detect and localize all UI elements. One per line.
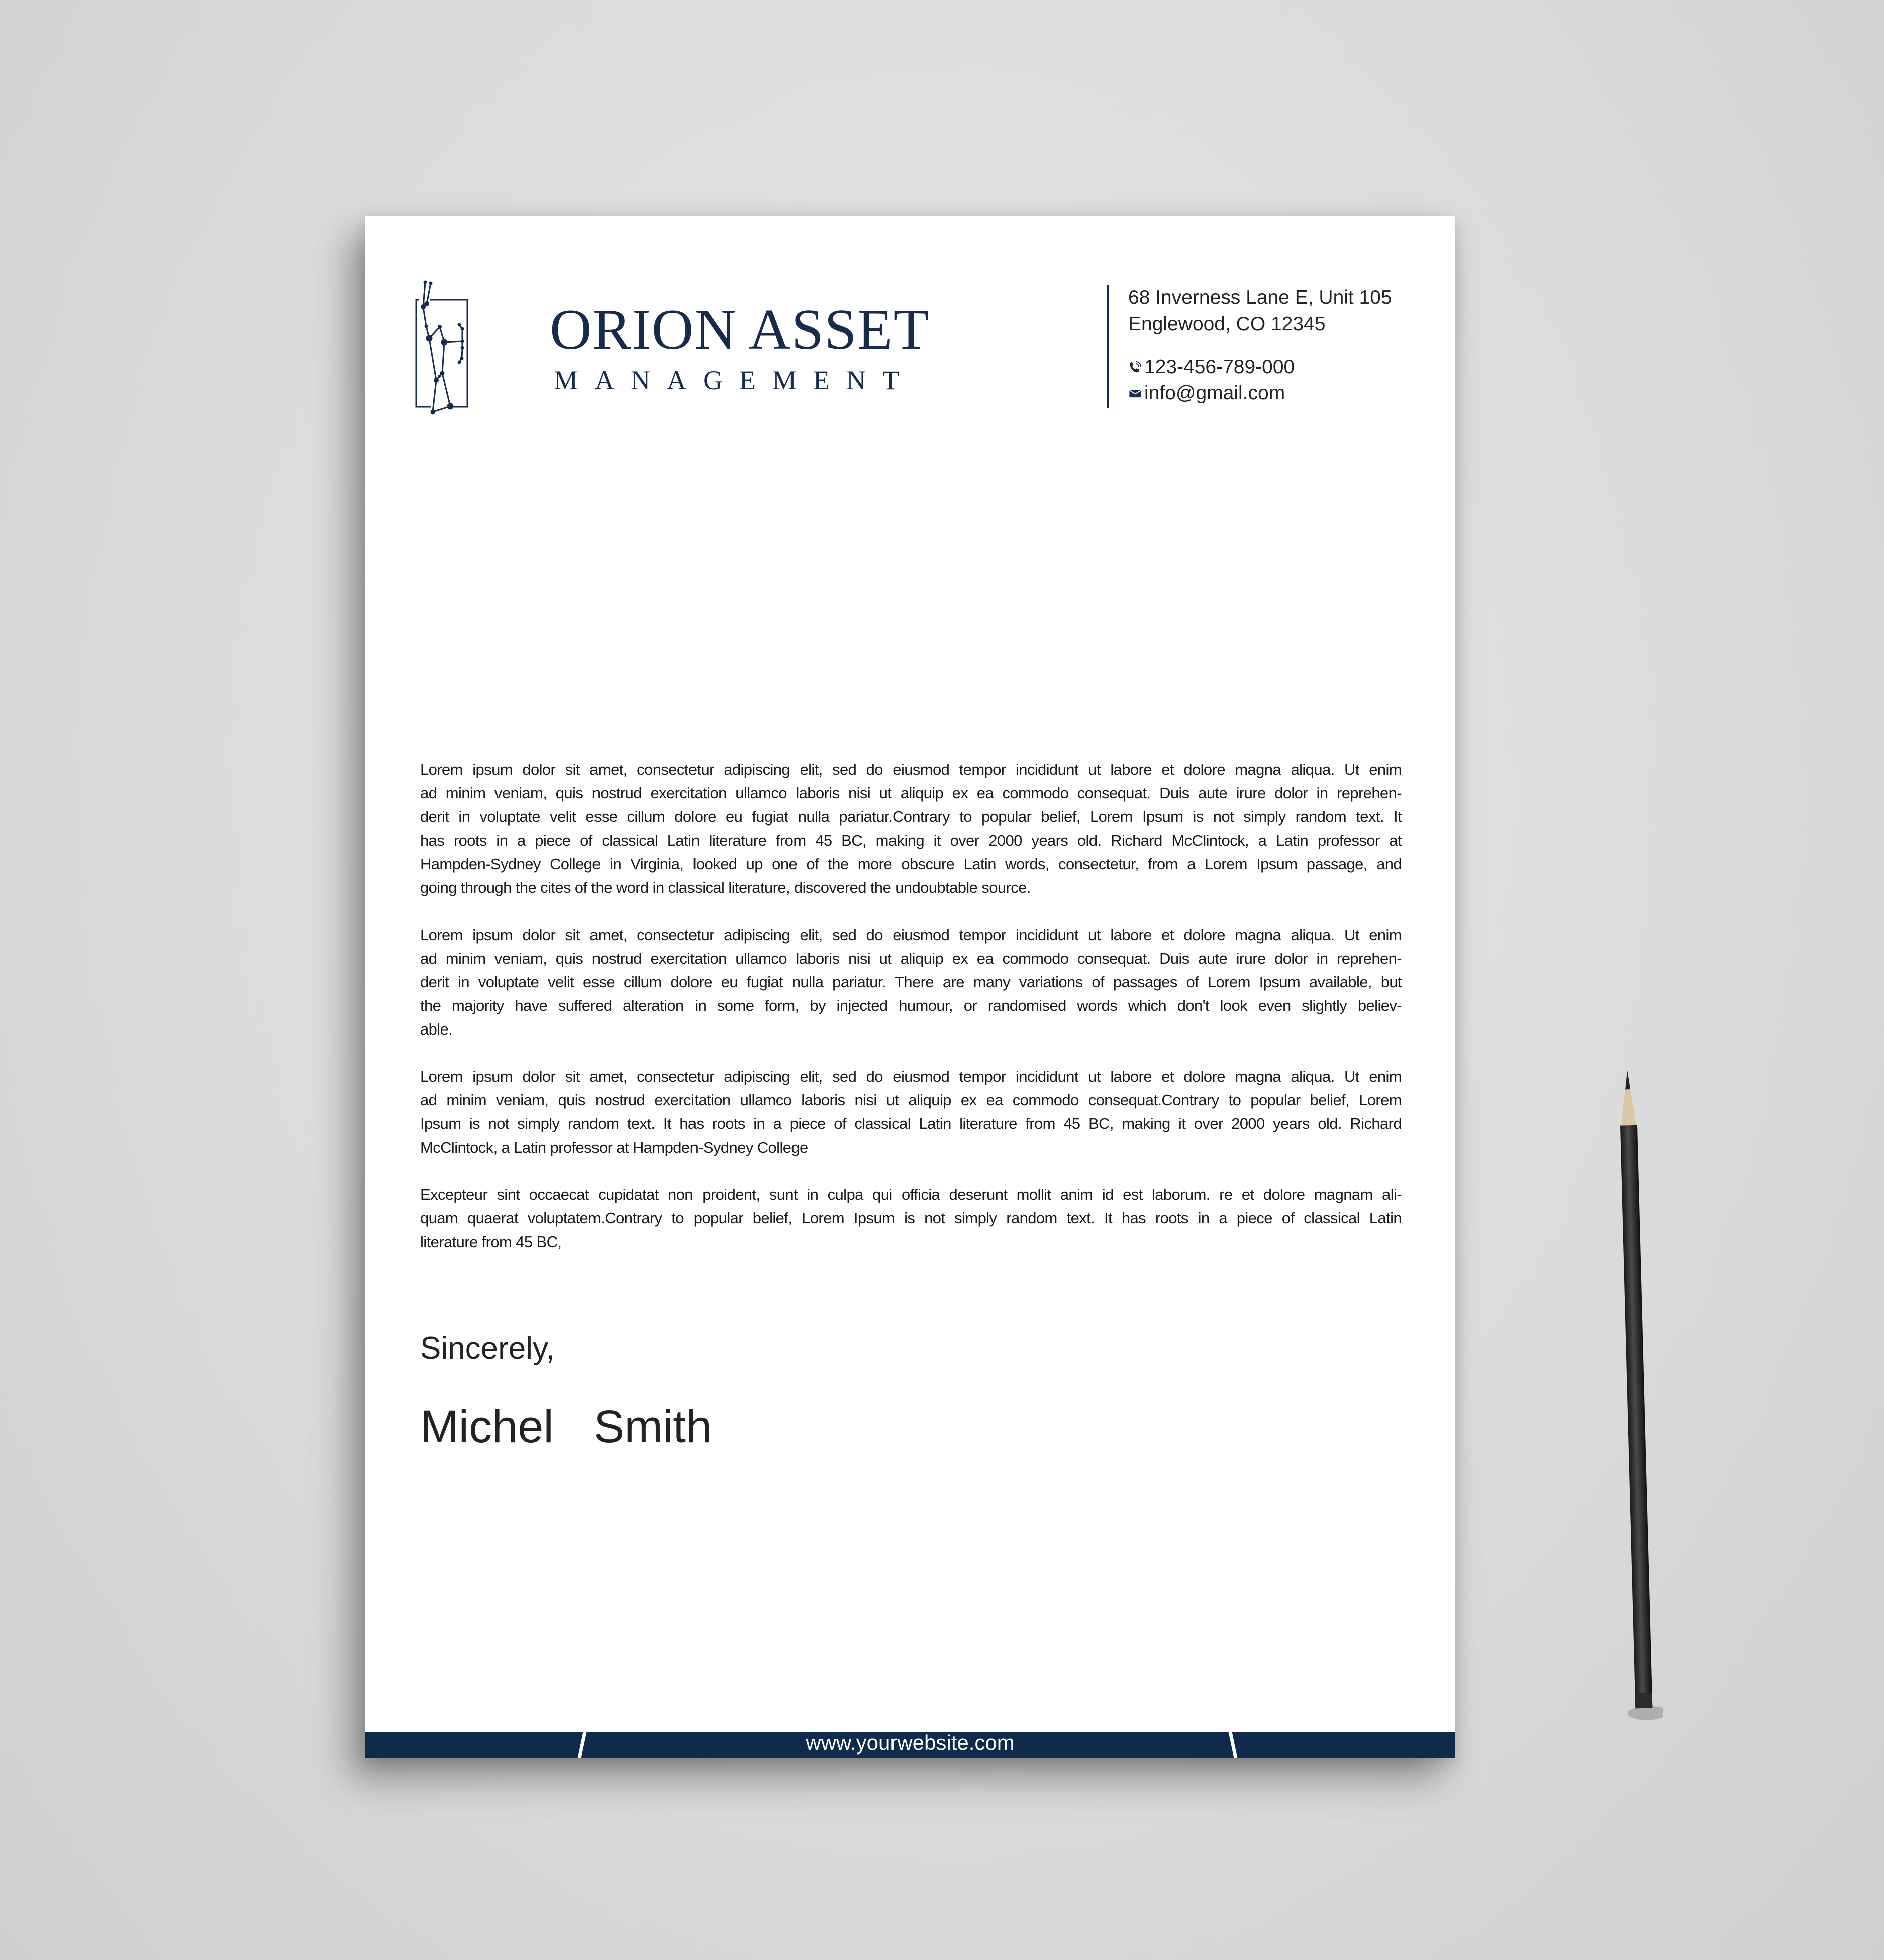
closing: Sincerely, (420, 1331, 555, 1366)
signer-name: Michel Smith (420, 1401, 712, 1453)
paragraph-line: McClintock, a Latin professor at Hampden-Sydney College (420, 1139, 808, 1156)
paragraph-line: literature from 45 BC, (420, 1233, 562, 1251)
pencil-icon (1608, 1060, 1663, 1728)
letterhead-paper (365, 216, 1455, 1758)
contact-block (1107, 285, 1392, 408)
address-line-2: Englewood, CO 12345 (1128, 313, 1326, 335)
paragraph-line: ad minim veniam, quis nostrud exercitation ullamco laboris nisi ut aliquip ex ea commodo consequat. Duis aute irure dolor in reprehen- (420, 950, 1402, 967)
paragraph-line: Ipsum is not simply random text. It has roots in a piece of classical Latin literature from 45 BC, making it over 2000 years old. Richard (420, 1115, 1402, 1132)
address-line-1: 68 Inverness Lane E, Unit 105 (1128, 287, 1392, 308)
paragraph-line: ad minim veniam, quis nostrud exercitation ullamco laboris nisi ut aliquip ex ea commodo consequat.Contrary to popular belief, Lorem (420, 1091, 1402, 1109)
paragraph-line: Lorem ipsum dolor sit amet, consectetur adipiscing elit, sed do eiusmod tempor incididunt ut labore et dolore magna aliqua. Ut enim (420, 926, 1402, 944)
phone-number: 123-456-789-000 (1144, 356, 1295, 378)
paragraph-line: has roots in a piece of classical Latin literature from 45 BC, making it over 2000 years old. Richard McClintock, a Latin professor at (420, 832, 1402, 849)
paragraph-line: derit in voluptate velit esse cillum dolore eu fugiat nulla pariatur.Contrary to popular belief, Lorem Ipsum is not simply random text. It (420, 808, 1402, 826)
website-link[interactable]: www.yourwebsite.com (806, 1732, 1015, 1755)
envelope-icon (1128, 386, 1142, 400)
paragraph-line: ad minim veniam, quis nostrud exercitation ullamco laboris nisi ut aliquip ex ea commodo consequat. Duis aute irure dolor in reprehen- (420, 784, 1402, 802)
phone-row (1128, 354, 1392, 380)
paragraph-line: derit in voluptate velit esse cillum dolore eu fugiat nulla pariatur. There are many variations of passages of Lorem Ipsum available, but (420, 973, 1402, 991)
phone-icon (1128, 360, 1142, 374)
paragraph-line: quam quaerat voluptatem.Contrary to popular belief, Lorem Ipsum is not simply random text. It has roots in a piece of classical Latin (420, 1209, 1402, 1227)
paragraph-line: Hampden-Sydney College in Virginia, looked up one of the more obscure Latin words, consectetur, from a Lorem Ipsum passage, and (420, 855, 1402, 873)
paragraph-line: able. (420, 1020, 453, 1038)
body-paragraph (420, 1065, 1402, 1159)
letter-body (420, 758, 1402, 1277)
email-address: info@gmail.com (1144, 382, 1285, 404)
email-row (1128, 380, 1392, 406)
body-paragraph (420, 758, 1402, 899)
paragraph-line: the majority have suffered alteration in some form, by injected humour, or randomised words which don't look even slightly believ- (420, 997, 1402, 1014)
body-paragraph (420, 923, 1402, 1041)
paragraph-line: Lorem ipsum dolor sit amet, consectetur adipiscing elit, sed do eiusmod tempor incididunt ut labore et dolore magna aliqua. Ut enim (420, 761, 1402, 778)
paragraph-line: going through the cites of the word in classical literature, discovered the undoubtable source. (420, 879, 1031, 896)
company-name: ORION ASSET (550, 297, 930, 362)
paragraph-line: Excepteur sint occaecat cupidatat non proident, sunt in culpa qui officia deserunt mollit anim id est laborum. re et dolore magnam ali- (420, 1186, 1402, 1203)
paragraph-line: Lorem ipsum dolor sit amet, consectetur adipiscing elit, sed do eiusmod tempor incididunt ut labore et dolore magna aliqua. Ut enim (420, 1068, 1402, 1085)
body-paragraph (420, 1183, 1402, 1254)
company-tagline: MANAGEMENT (554, 365, 916, 395)
footer-band (365, 1732, 1455, 1758)
